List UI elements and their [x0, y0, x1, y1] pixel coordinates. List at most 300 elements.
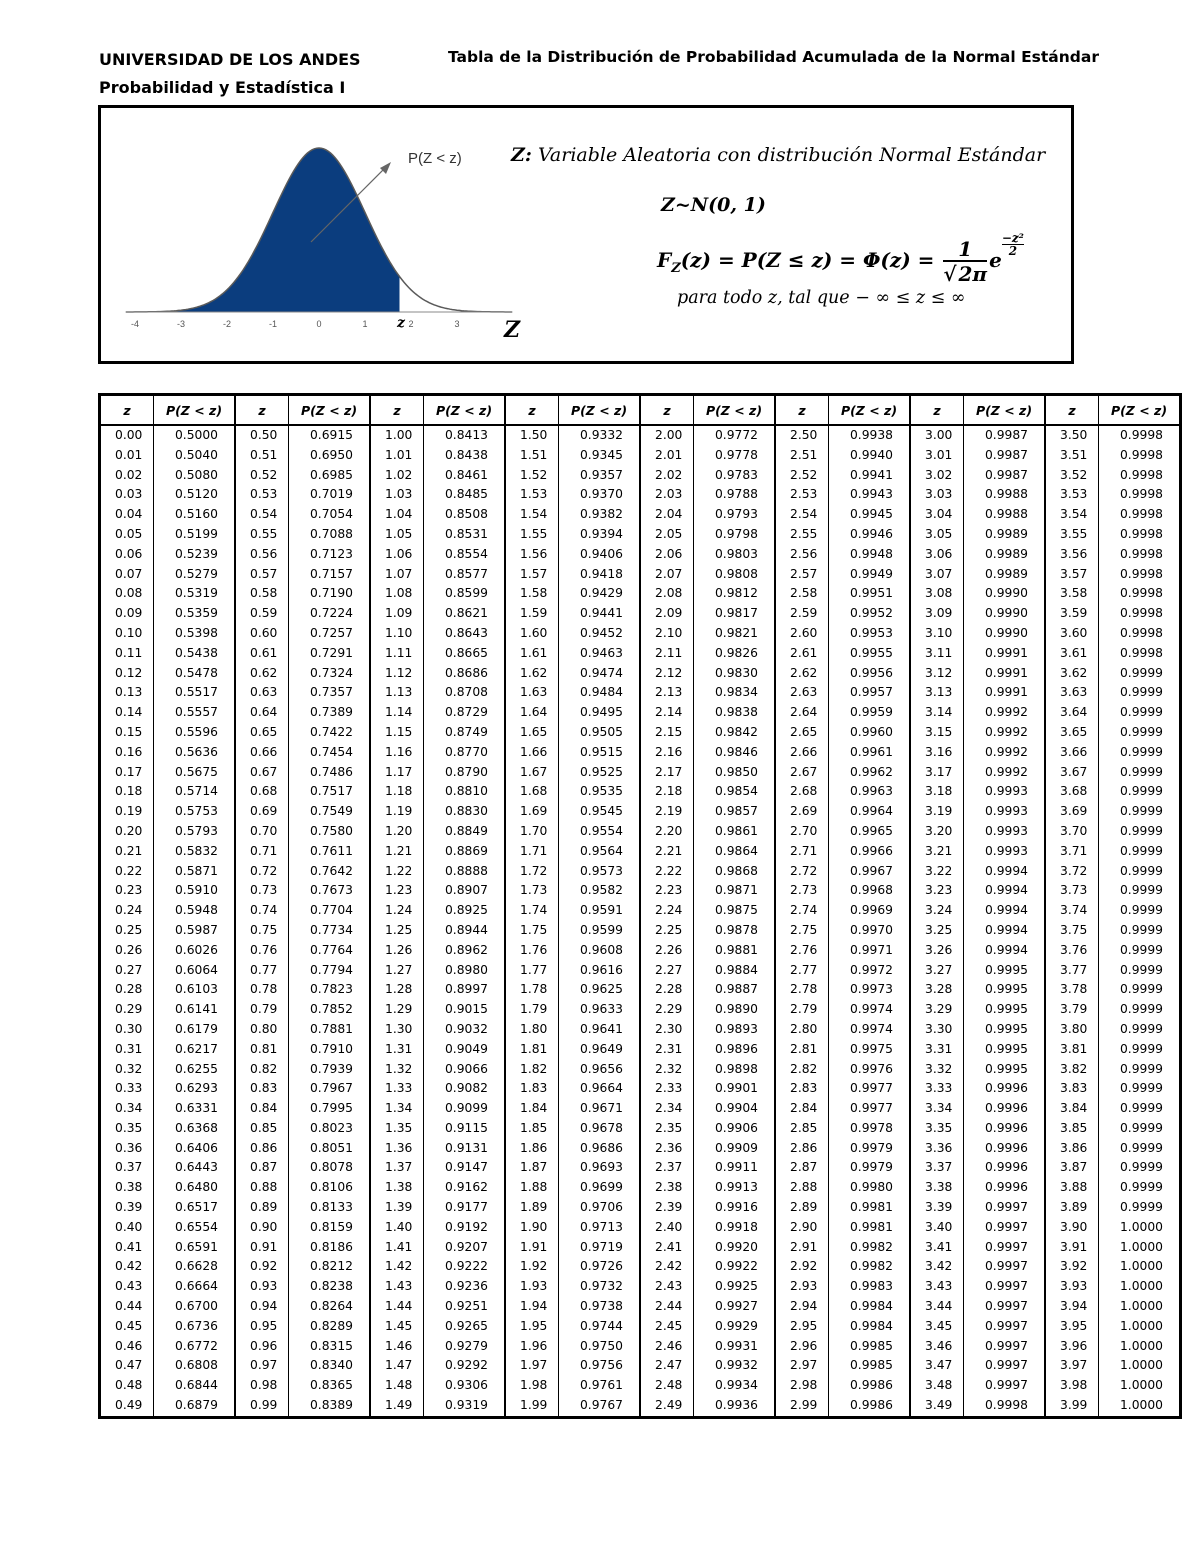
cdf-exp-den: 2 — [1008, 244, 1018, 258]
z-value-cell: 0.53 — [235, 485, 289, 505]
z-value-cell: 2.86 — [775, 1139, 829, 1159]
probability-cell: 0.9975 — [829, 1040, 911, 1060]
z-value-cell: 3.81 — [1045, 1040, 1099, 1060]
z-value-cell: 2.17 — [640, 763, 694, 783]
probability-cell: 0.9732 — [559, 1277, 641, 1297]
z-value-cell: 3.33 — [910, 1079, 964, 1099]
sqrt-icon: √ — [943, 261, 957, 286]
probability-cell: 0.9968 — [829, 881, 911, 901]
z-value-cell: 2.70 — [775, 822, 829, 842]
z-value-cell: 2.25 — [640, 921, 694, 941]
column-header-probability: P(Z < z) — [424, 395, 506, 426]
probability-cell: 0.9875 — [694, 901, 776, 921]
table-row — [100, 446, 1181, 466]
z-value-cell: 3.04 — [910, 505, 964, 525]
z-value-cell: 0.38 — [115, 1180, 143, 1195]
column-header-probability: P(Z < z) — [694, 395, 776, 426]
probability-cell: 0.9115 — [424, 1119, 506, 1139]
probability-cell: 0.9793 — [694, 505, 776, 525]
table-row — [100, 961, 1181, 981]
probability-cell: 0.5000 — [154, 425, 236, 446]
probability-cell: 0.6879 — [154, 1396, 236, 1417]
probability-cell: 0.7823 — [289, 980, 371, 1000]
z-value-cell: 3.40 — [910, 1218, 964, 1238]
probability-cell: 0.7642 — [289, 862, 371, 882]
z-value-cell: 2.42 — [640, 1257, 694, 1277]
probability-cell: 0.9370 — [559, 485, 641, 505]
z-value-cell: 2.37 — [640, 1158, 694, 1178]
z-value-cell: 0.64 — [235, 703, 289, 723]
z-value-cell: 1.86 — [505, 1139, 559, 1159]
z-value-cell: 1.48 — [370, 1376, 424, 1396]
probability-cell: 0.9960 — [829, 723, 911, 743]
z-value-cell: 2.48 — [640, 1376, 694, 1396]
probability-cell: 0.7549 — [289, 802, 371, 822]
probability-cell: 0.9998 — [1099, 485, 1181, 505]
z-value-cell: 2.38 — [640, 1178, 694, 1198]
z-value-cell: 1.29 — [370, 1000, 424, 1020]
z-value-cell: 1.43 — [370, 1277, 424, 1297]
z-value-cell: 3.86 — [1045, 1139, 1099, 1159]
z-value-cell: 2.04 — [640, 505, 694, 525]
table-row — [100, 1079, 1181, 1099]
z-value-cell: 1.56 — [505, 545, 559, 565]
probability-cell: 0.9999 — [1099, 1020, 1181, 1040]
table-row — [100, 1396, 1181, 1417]
probability-cell: 0.5359 — [154, 604, 236, 624]
z-value-cell: 0.45 — [115, 1318, 143, 1333]
z-value-cell: 2.58 — [775, 584, 829, 604]
z-value-cell: 3.52 — [1045, 466, 1099, 486]
probability-cell: 0.5120 — [154, 485, 236, 505]
probability-cell: 0.9945 — [829, 505, 911, 525]
z-value-cell: 1.69 — [505, 802, 559, 822]
probability-cell: 0.6700 — [154, 1297, 236, 1317]
probability-cell: 0.9999 — [1099, 782, 1181, 802]
probability-cell: 0.8485 — [424, 485, 506, 505]
table-row — [100, 1277, 1181, 1297]
z-value-cell: 0.34 — [115, 1101, 143, 1116]
z-value-cell: 2.84 — [775, 1099, 829, 1119]
z-value-cell: 2.95 — [775, 1317, 829, 1337]
probability-cell: 0.9964 — [829, 802, 911, 822]
x-tick-label: -2 — [222, 319, 232, 329]
z-value-cell: 2.78 — [775, 980, 829, 1000]
z-value-cell: 0.17 — [115, 764, 143, 779]
z-value-cell: 1.36 — [370, 1139, 424, 1159]
probability-cell: 0.8849 — [424, 822, 506, 842]
domain-condition: para todo z, tal que − ∞ ≤ z ≤ ∞ — [677, 288, 966, 308]
probability-cell: 0.8869 — [424, 842, 506, 862]
z-value-cell: 3.97 — [1045, 1356, 1099, 1376]
probability-cell: 0.9992 — [964, 763, 1046, 783]
z-value-cell: 2.59 — [775, 604, 829, 624]
probability-cell: 0.9967 — [829, 862, 911, 882]
z-value-cell: 1.04 — [370, 505, 424, 525]
table-row — [100, 763, 1181, 783]
z-value-cell: 3.58 — [1045, 584, 1099, 604]
probability-cell: 0.9999 — [1099, 1139, 1181, 1159]
z-value-cell: 0.22 — [115, 863, 143, 878]
z-value-cell: 0.59 — [235, 604, 289, 624]
probability-cell: 0.9591 — [559, 901, 641, 921]
probability-cell: 0.9953 — [829, 624, 911, 644]
table-row — [100, 1119, 1181, 1139]
probability-cell: 0.9998 — [1099, 624, 1181, 644]
z-value-cell: 2.98 — [775, 1376, 829, 1396]
probability-cell: 0.5478 — [154, 664, 236, 684]
table-row — [100, 1317, 1181, 1337]
z-value-cell: 1.77 — [505, 961, 559, 981]
z-value-cell: 2.24 — [640, 901, 694, 921]
z-value-cell: 1.05 — [370, 525, 424, 545]
probability-cell: 0.8315 — [289, 1337, 371, 1357]
probability-cell: 0.9931 — [694, 1337, 776, 1357]
z-value-cell: 0.00 — [115, 428, 143, 442]
z-value-cell: 1.66 — [505, 743, 559, 763]
probability-cell: 0.9927 — [694, 1297, 776, 1317]
z-value-cell: 0.09 — [115, 606, 143, 621]
probability-cell: 0.9984 — [829, 1317, 911, 1337]
probability-cell: 0.9999 — [1099, 1119, 1181, 1139]
z-value-cell: 0.96 — [235, 1337, 289, 1357]
probability-cell: 0.9564 — [559, 842, 641, 862]
cdf-lhs: F — [657, 248, 672, 272]
z-value-cell: 2.67 — [775, 763, 829, 783]
z-value-cell: 0.54 — [235, 505, 289, 525]
probability-cell: 0.8686 — [424, 664, 506, 684]
z-value-cell: 2.33 — [640, 1079, 694, 1099]
table-row — [100, 1376, 1181, 1396]
probability-cell: 0.6985 — [289, 466, 371, 486]
z-value-cell: 3.03 — [910, 485, 964, 505]
probability-cell: 0.9812 — [694, 584, 776, 604]
probability-cell: 0.9871 — [694, 881, 776, 901]
probability-cell: 0.9484 — [559, 683, 641, 703]
probability-cell: 0.9306 — [424, 1376, 506, 1396]
probability-cell: 0.9394 — [559, 525, 641, 545]
z-value-cell: 0.83 — [235, 1079, 289, 1099]
probability-cell: 0.9850 — [694, 763, 776, 783]
z-value-cell: 2.68 — [775, 782, 829, 802]
probability-cell: 0.8962 — [424, 941, 506, 961]
z-value-cell: 1.33 — [370, 1079, 424, 1099]
z-value-cell: 2.55 — [775, 525, 829, 545]
z-value-cell: 2.50 — [775, 425, 829, 446]
probability-cell: 0.9984 — [829, 1297, 911, 1317]
probability-cell: 0.9582 — [559, 881, 641, 901]
z-value-cell: 0.97 — [235, 1356, 289, 1376]
probability-cell: 0.9744 — [559, 1317, 641, 1337]
z-value-cell: 0.80 — [235, 1020, 289, 1040]
probability-cell: 0.9956 — [829, 664, 911, 684]
z-value-cell: 1.64 — [505, 703, 559, 723]
probability-cell: 0.9830 — [694, 664, 776, 684]
probability-cell: 0.9999 — [1099, 683, 1181, 703]
probability-cell: 0.9236 — [424, 1277, 506, 1297]
z-value-cell: 1.17 — [370, 763, 424, 783]
probability-cell: 1.0000 — [1099, 1317, 1181, 1337]
table-row — [100, 1020, 1181, 1040]
probability-cell: 0.7019 — [289, 485, 371, 505]
z-value-cell: 2.30 — [640, 1020, 694, 1040]
probability-cell: 0.9032 — [424, 1020, 506, 1040]
probability-cell: 0.8907 — [424, 881, 506, 901]
z-value-cell: 0.93 — [235, 1277, 289, 1297]
column-header-z: z — [640, 395, 694, 426]
z-value-cell: 1.02 — [370, 466, 424, 486]
z-value-cell: 2.85 — [775, 1119, 829, 1139]
probability-cell: 0.9989 — [964, 545, 1046, 565]
z-value-cell: 1.81 — [505, 1040, 559, 1060]
z-value-cell: 1.25 — [370, 921, 424, 941]
z-value-cell: 3.41 — [910, 1238, 964, 1258]
column-header-probability: P(Z < z) — [154, 395, 236, 426]
z-value-cell: 0.60 — [235, 624, 289, 644]
z-value-cell: 2.69 — [775, 802, 829, 822]
probability-cell: 0.9995 — [964, 1060, 1046, 1080]
probability-cell: 0.9995 — [964, 1020, 1046, 1040]
z-value-cell: 0.81 — [235, 1040, 289, 1060]
probability-cell: 0.9922 — [694, 1257, 776, 1277]
probability-cell: 0.9418 — [559, 565, 641, 585]
probability-cell: 0.9993 — [964, 822, 1046, 842]
probability-cell: 0.9995 — [964, 980, 1046, 1000]
z-value-cell: 3.14 — [910, 703, 964, 723]
z-value-cell: 1.73 — [505, 881, 559, 901]
probability-cell: 0.9207 — [424, 1238, 506, 1258]
z-value-cell: 2.16 — [640, 743, 694, 763]
z-value-cell: 1.68 — [505, 782, 559, 802]
probability-cell: 0.8438 — [424, 446, 506, 466]
z-value-cell: 1.30 — [370, 1020, 424, 1040]
z-value-cell: 1.49 — [370, 1396, 424, 1417]
z-value-cell: 1.82 — [505, 1060, 559, 1080]
probability-cell: 0.6443 — [154, 1158, 236, 1178]
probability-cell: 0.9989 — [964, 525, 1046, 545]
z-value-cell: 3.63 — [1045, 683, 1099, 703]
probability-cell: 0.6026 — [154, 941, 236, 961]
table-row — [100, 1000, 1181, 1020]
column-header-z: z — [505, 395, 559, 426]
probability-cell: 0.8621 — [424, 604, 506, 624]
probability-cell: 0.7486 — [289, 763, 371, 783]
z-value-cell: 3.19 — [910, 802, 964, 822]
probability-cell: 0.9938 — [829, 425, 911, 446]
probability-cell: 0.9946 — [829, 525, 911, 545]
probability-cell: 0.9941 — [829, 466, 911, 486]
z-value-cell: 0.65 — [235, 723, 289, 743]
z-value-cell: 1.03 — [370, 485, 424, 505]
table-row — [100, 1297, 1181, 1317]
probability-cell: 0.9993 — [964, 782, 1046, 802]
z-value-cell: 1.91 — [505, 1238, 559, 1258]
probability-cell: 0.9993 — [964, 842, 1046, 862]
z-value-cell: 3.11 — [910, 644, 964, 664]
probability-cell: 0.7157 — [289, 565, 371, 585]
z-value-cell: 1.18 — [370, 782, 424, 802]
probability-cell: 0.9998 — [1099, 466, 1181, 486]
z-value-cell: 2.93 — [775, 1277, 829, 1297]
z-value-cell: 1.09 — [370, 604, 424, 624]
probability-cell: 0.8340 — [289, 1356, 371, 1376]
z-value-cell: 3.68 — [1045, 782, 1099, 802]
probability-cell: 0.5160 — [154, 505, 236, 525]
probability-cell: 0.9999 — [1099, 763, 1181, 783]
probability-cell: 0.7580 — [289, 822, 371, 842]
z-value-cell: 3.32 — [910, 1060, 964, 1080]
probability-cell: 0.8708 — [424, 683, 506, 703]
probability-cell: 0.9772 — [694, 425, 776, 446]
z-value-cell: 0.91 — [235, 1238, 289, 1258]
z-value-cell: 0.74 — [235, 901, 289, 921]
probability-cell: 0.9693 — [559, 1158, 641, 1178]
probability-cell: 0.9192 — [424, 1218, 506, 1238]
probability-cell: 0.9838 — [694, 703, 776, 723]
probability-cell: 0.9826 — [694, 644, 776, 664]
probability-cell: 0.9015 — [424, 1000, 506, 1020]
probability-cell: 0.6141 — [154, 1000, 236, 1020]
probability-cell: 0.9656 — [559, 1060, 641, 1080]
probability-cell: 0.9999 — [1099, 862, 1181, 882]
probability-cell: 0.8389 — [289, 1396, 371, 1417]
probability-cell: 0.7357 — [289, 683, 371, 703]
z-value-cell: 1.58 — [505, 584, 559, 604]
z-value-cell: 1.07 — [370, 565, 424, 585]
z-value-cell: 2.56 — [775, 545, 829, 565]
probability-cell: 0.9998 — [1099, 584, 1181, 604]
z-value-cell: 3.23 — [910, 881, 964, 901]
probability-cell: 0.6664 — [154, 1277, 236, 1297]
probability-cell: 0.9319 — [424, 1396, 506, 1417]
table-row — [100, 545, 1181, 565]
z-value-cell: 1.27 — [370, 961, 424, 981]
z-value-cell: 3.69 — [1045, 802, 1099, 822]
probability-cell: 0.9066 — [424, 1060, 506, 1080]
probability-cell: 0.9996 — [964, 1158, 1046, 1178]
z-value-cell: 0.72 — [235, 862, 289, 882]
z-value-cell: 3.00 — [910, 425, 964, 446]
column-header-probability: P(Z < z) — [289, 395, 371, 426]
z-value-cell: 3.30 — [910, 1020, 964, 1040]
probability-cell: 0.7224 — [289, 604, 371, 624]
probability-cell: 0.9821 — [694, 624, 776, 644]
probability-cell: 0.9878 — [694, 921, 776, 941]
probability-cell: 0.9761 — [559, 1376, 641, 1396]
probability-cell: 0.9985 — [829, 1337, 911, 1357]
z-value-cell: 1.12 — [370, 664, 424, 684]
z-value-cell: 2.09 — [640, 604, 694, 624]
column-header-z: z — [910, 395, 964, 426]
table-row — [100, 1337, 1181, 1357]
cdf-denominator: 2π — [958, 261, 988, 286]
probability-cell: 0.7611 — [289, 842, 371, 862]
probability-cell: 0.8997 — [424, 980, 506, 1000]
probability-cell: 0.9997 — [964, 1198, 1046, 1218]
cdf-middle: (z) = P(Z ≤ z) = Φ(z) = — [680, 248, 942, 272]
probability-cell: 0.9934 — [694, 1376, 776, 1396]
probability-cell: 0.9992 — [964, 723, 1046, 743]
probability-cell: 0.7291 — [289, 644, 371, 664]
probability-cell: 0.9505 — [559, 723, 641, 743]
z-value-cell: 3.50 — [1045, 425, 1099, 446]
z-value-cell: 0.26 — [115, 942, 143, 957]
probability-cell: 0.9999 — [1099, 881, 1181, 901]
probability-cell: 0.5517 — [154, 683, 236, 703]
z-value-cell: 3.22 — [910, 862, 964, 882]
probability-cell: 0.9678 — [559, 1119, 641, 1139]
z-value-cell: 2.45 — [640, 1317, 694, 1337]
z-value-cell: 3.84 — [1045, 1099, 1099, 1119]
table-row — [100, 1040, 1181, 1060]
z-value-cell: 3.27 — [910, 961, 964, 981]
z-value-cell: 0.92 — [235, 1257, 289, 1277]
x-tick-label: -1 — [268, 319, 278, 329]
table-row — [100, 1178, 1181, 1198]
table-row — [100, 1356, 1181, 1376]
probability-cell: 0.7673 — [289, 881, 371, 901]
probability-cell: 0.9887 — [694, 980, 776, 1000]
z-value-cell: 1.44 — [370, 1297, 424, 1317]
z-value-cell: 1.40 — [370, 1218, 424, 1238]
z-value-cell: 2.82 — [775, 1060, 829, 1080]
table-row — [100, 802, 1181, 822]
table-row — [100, 822, 1181, 842]
z-value-cell: 0.18 — [115, 784, 143, 799]
probability-cell: 0.9980 — [829, 1178, 911, 1198]
probability-cell: 0.6554 — [154, 1218, 236, 1238]
z-value-cell: 2.31 — [640, 1040, 694, 1060]
column-header-z: z — [235, 395, 289, 426]
table-row — [100, 683, 1181, 703]
z-value-cell: 2.36 — [640, 1139, 694, 1159]
z-value-cell: 3.61 — [1045, 644, 1099, 664]
z-value-cell: 0.39 — [115, 1200, 143, 1215]
probability-cell: 0.9999 — [1099, 1079, 1181, 1099]
z-value-cell: 2.21 — [640, 842, 694, 862]
probability-cell: 0.9973 — [829, 980, 911, 1000]
z-value-cell: 0.31 — [115, 1041, 143, 1056]
probability-cell: 0.7910 — [289, 1040, 371, 1060]
x-tick-label: 0 — [316, 319, 322, 329]
z-value-cell: 2.83 — [775, 1079, 829, 1099]
z-value-cell: 3.76 — [1045, 941, 1099, 961]
z-value-cell: 0.01 — [115, 447, 143, 462]
z-value-cell: 2.29 — [640, 1000, 694, 1020]
z-value-cell: 0.48 — [115, 1378, 143, 1393]
probability-cell: 0.8078 — [289, 1158, 371, 1178]
probability-cell: 0.9992 — [964, 743, 1046, 763]
probability-cell: 0.9686 — [559, 1139, 641, 1159]
z-value-cell: 0.99 — [235, 1396, 289, 1417]
z-value-cell: 0.35 — [115, 1120, 143, 1135]
probability-cell: 0.8264 — [289, 1297, 371, 1317]
z-value-cell: 1.47 — [370, 1356, 424, 1376]
probability-cell: 0.9788 — [694, 485, 776, 505]
probability-cell: 0.8531 — [424, 525, 506, 545]
z-value-cell: 0.37 — [115, 1160, 143, 1175]
probability-cell: 0.9951 — [829, 584, 911, 604]
probability-cell: 0.9969 — [829, 901, 911, 921]
z-value-cell: 2.92 — [775, 1257, 829, 1277]
probability-cell: 0.9994 — [964, 921, 1046, 941]
probability-cell: 0.9999 — [1099, 980, 1181, 1000]
z-value-cell: 0.71 — [235, 842, 289, 862]
probability-cell: 0.9292 — [424, 1356, 506, 1376]
z-value-cell: 3.10 — [910, 624, 964, 644]
probability-cell: 0.8599 — [424, 584, 506, 604]
probability-cell: 0.9920 — [694, 1238, 776, 1258]
